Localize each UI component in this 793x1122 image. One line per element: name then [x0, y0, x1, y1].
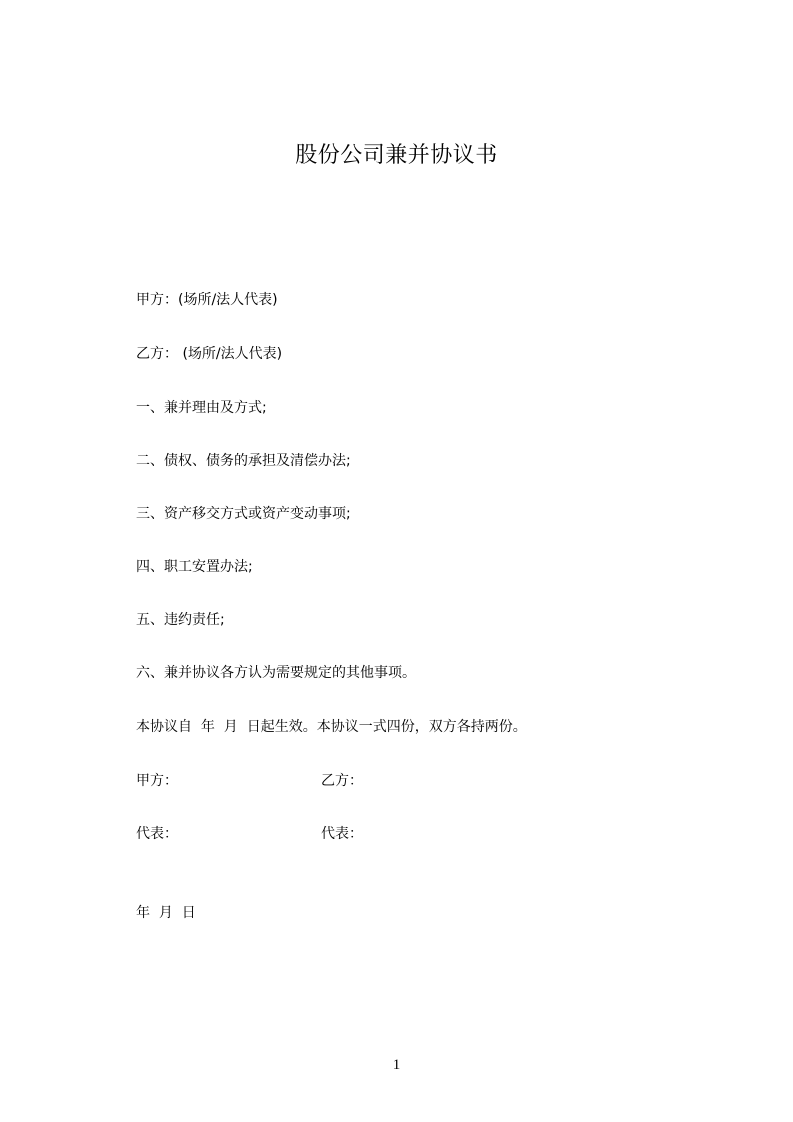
effective-statement: 本协议自 年 月 日起生效。本协议一式四份，双方各持两份。	[136, 719, 527, 735]
party-b-line: 乙方： (场所/法人代表)	[136, 346, 283, 362]
date-line: 年 月 日	[136, 905, 196, 921]
clause-4: 四、职工安置办法;	[136, 559, 253, 575]
clause-6: 六、兼并协议各方认为需要规定的其他事项。	[136, 665, 416, 681]
clause-2: 二、债权、债务的承担及清偿办法;	[136, 453, 351, 469]
clause-1: 一、兼并理由及方式;	[136, 400, 267, 416]
signature-party-a-label: 甲方：	[136, 773, 178, 789]
party-a-line: 甲方：(场所/法人代表)	[136, 292, 278, 308]
clause-5: 五、违约责任;	[136, 612, 225, 628]
clause-3: 三、资产移交方式或资产变动事项;	[136, 506, 351, 522]
signature-party-b-label: 乙方：	[321, 773, 363, 789]
signature-rep-b-label: 代表：	[321, 826, 363, 842]
document-title: 股份公司兼并协议书	[295, 143, 498, 168]
signature-rep-a-label: 代表：	[136, 826, 178, 842]
page-number: 1	[392, 1057, 401, 1073]
